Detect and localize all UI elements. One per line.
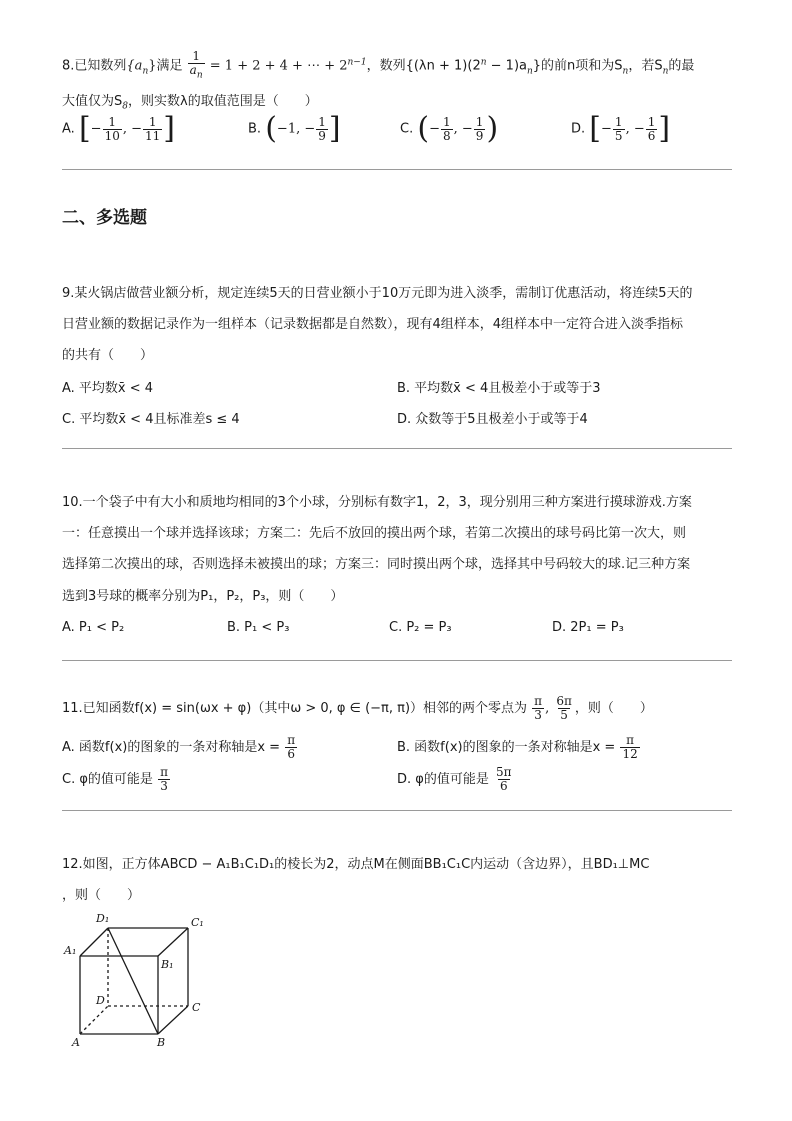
q11-text: 11.已知函数f(x) = sin(ωx + φ)（其中ω > 0, φ ∈ (−π, π)）相邻的两个零点为 (62, 701, 528, 716)
q9-option-d[interactable]: D. 众数等于5且极差小于或等于4 (397, 412, 588, 427)
q10-option-c[interactable]: C. P₂ = P₃ (389, 620, 452, 635)
bracket: ( (417, 111, 430, 146)
zero-1: $\frac{\pi}{3}$ (534, 694, 543, 722)
q12-line1: 12.如图，正方体ABCD − A₁B₁C₁D₁的棱长为2，动点M在侧面BB₁C₁C内运动（含边界），且BD₁⊥MC (62, 857, 650, 872)
q8-option-b[interactable]: B. (−1, − $\frac{1}{9}$ ] (248, 111, 341, 146)
option-label: C. (400, 121, 414, 137)
option-label: A. (62, 121, 75, 137)
label-b: B (157, 1036, 166, 1048)
label-a1: A₁ (64, 944, 77, 957)
q8-option-a[interactable]: A. [− $\frac{1}{10}$ , − $\frac{1}{11}$ ] (62, 111, 176, 146)
label-b1: B₁ (161, 958, 174, 971)
q8-text: }的前n项和为S (532, 58, 623, 74)
divider (62, 448, 732, 449)
q9-option-b[interactable]: B. 平均数x̄ < 4且极差小于或等于3 (397, 381, 601, 396)
bracket: ( (265, 111, 277, 146)
q8-line2 (62, 90, 318, 112)
q9-line3: 的共有（ ） (62, 348, 154, 363)
q9-option-c[interactable]: C. 平均数x̄ < 4且标准差s ≤ 4 (62, 412, 240, 427)
q9-line2: 日营业额的数据记录作为一组样本（记录数据都是自然数），现有4组样本，4组样本中一定符合进入淡季指标 (62, 317, 684, 332)
q8-option-d[interactable]: D. [− $\frac{1}{5}$ , − $\frac{1}{6}$ ] (571, 111, 671, 146)
cube-figure (60, 908, 220, 1048)
label-d: D (96, 994, 105, 1007)
q11-stem: 11.已知函数f(x) = sin(ωx + φ)（其中ω > 0, φ ∈ (−π, π)）相邻的两个零点为 $\frac{\pi}{3}$ , $\frac{6\pi}{5}$ ，则（ ） (62, 694, 653, 722)
bracket: [ (78, 111, 91, 146)
q9-line1: 9.某火锅店做营业额分析，规定连续5天的日营业额小于10万元即为进入淡季，需制订优惠活动，将连续5天的 (62, 286, 693, 301)
q8-sum-expr: = 1 + 2 + 4 + ⋯ + 2 (209, 58, 348, 74)
q11-text: ，则（ ） (574, 701, 653, 716)
q8-text: 8.已知数列 (62, 58, 127, 74)
bracket: ] (328, 111, 341, 146)
divider (62, 169, 732, 170)
section-title: 二、多选题 (62, 208, 147, 228)
label-c1: C₁ (191, 916, 204, 929)
zero-2: $\frac{6\pi}{5}$ (556, 694, 572, 722)
divider (62, 810, 732, 811)
q8-sub: 8 (122, 101, 128, 112)
q8-option-c[interactable]: C. (− $\frac{1}{8}$ , − $\frac{1}{9}$ ) (400, 111, 499, 146)
bracket: ] (658, 111, 671, 146)
q9-option-a[interactable]: A. 平均数x̄ < 4 (62, 381, 154, 396)
q8-exp: n−1 (347, 57, 367, 68)
q8-text: ，若S (628, 58, 663, 74)
q8-text: ，数列{(λn + 1)(2 (366, 58, 481, 74)
q8-text: ，则实数λ的取值范围是（ ） (128, 94, 318, 109)
q12-line2: ，则（ ） (62, 888, 141, 903)
q8-seq: {a (126, 58, 143, 74)
q8-text: − 1)a (486, 58, 527, 74)
bracket: ] (163, 111, 176, 146)
divider (62, 660, 732, 661)
q10-line1: 10.一个袋子中有大小和质地均相同的3个小球，分别标有数字1，2，3，现分别用三种方案进行摸球游戏.方案 (62, 495, 692, 510)
q11-option-d[interactable]: D. φ的值可能是 $\frac{5\pi}{6}$ (397, 765, 512, 793)
label-a: A (72, 1036, 80, 1048)
q10-line2: 一：任意摸出一个球并选择该球；方案二：先后不放回的摸出两个球，若第二次摸出的球号码比第一次大，则 (62, 526, 687, 541)
label-d1: D₁ (96, 912, 110, 925)
q8-fraction: $\frac{1}{a_n}$ (189, 49, 203, 81)
q10-option-d[interactable]: D. 2P₁ = P₃ (552, 620, 624, 635)
option-label: D. (571, 121, 586, 137)
q10-option-b[interactable]: B. P₁ < P₃ (227, 620, 290, 635)
q8-text: 大值仅为S (62, 94, 123, 109)
bracket: [ (589, 111, 602, 146)
q11-option-b[interactable]: B. 函数f(x)的图象的一条对称轴是x = $\frac{\pi}{12}$ (397, 733, 638, 761)
q10-option-a[interactable]: A. P₁ < P₂ (62, 620, 125, 635)
q8-line1: 8.已知数列$\{a_n\}$满足 $\frac{1}{a_n}$ = 1 + 2 + 4 + ⋯ + $2^{n-1}$，数列$\{(\lambda n + 1)(2^n - 1)a_n\}$的前n项和为$S_n$，若$S_n$的最 (62, 49, 695, 81)
q10-line3: 选择第二次摸出的球，否则选择未被摸出的球；方案三：同时摸出两个球，选择其中号码较大的球.记三种方案 (62, 557, 691, 572)
q11-option-c[interactable]: C. φ的值可能是 $\frac{\pi}{3}$ (62, 765, 168, 793)
q10-line4: 选到3号球的概率分别为P₁，P₂，P₃，则（ ） (62, 589, 344, 604)
option-label: B. (248, 121, 262, 137)
q8-text: 的最 (668, 58, 695, 74)
q8-text: 满足 (156, 58, 183, 74)
bracket: ) (486, 111, 499, 146)
label-c: C (192, 1001, 201, 1014)
q11-option-a[interactable]: A. 函数f(x)的图象的一条对称轴是x = $\frac{\pi}{6}$ (62, 733, 296, 761)
